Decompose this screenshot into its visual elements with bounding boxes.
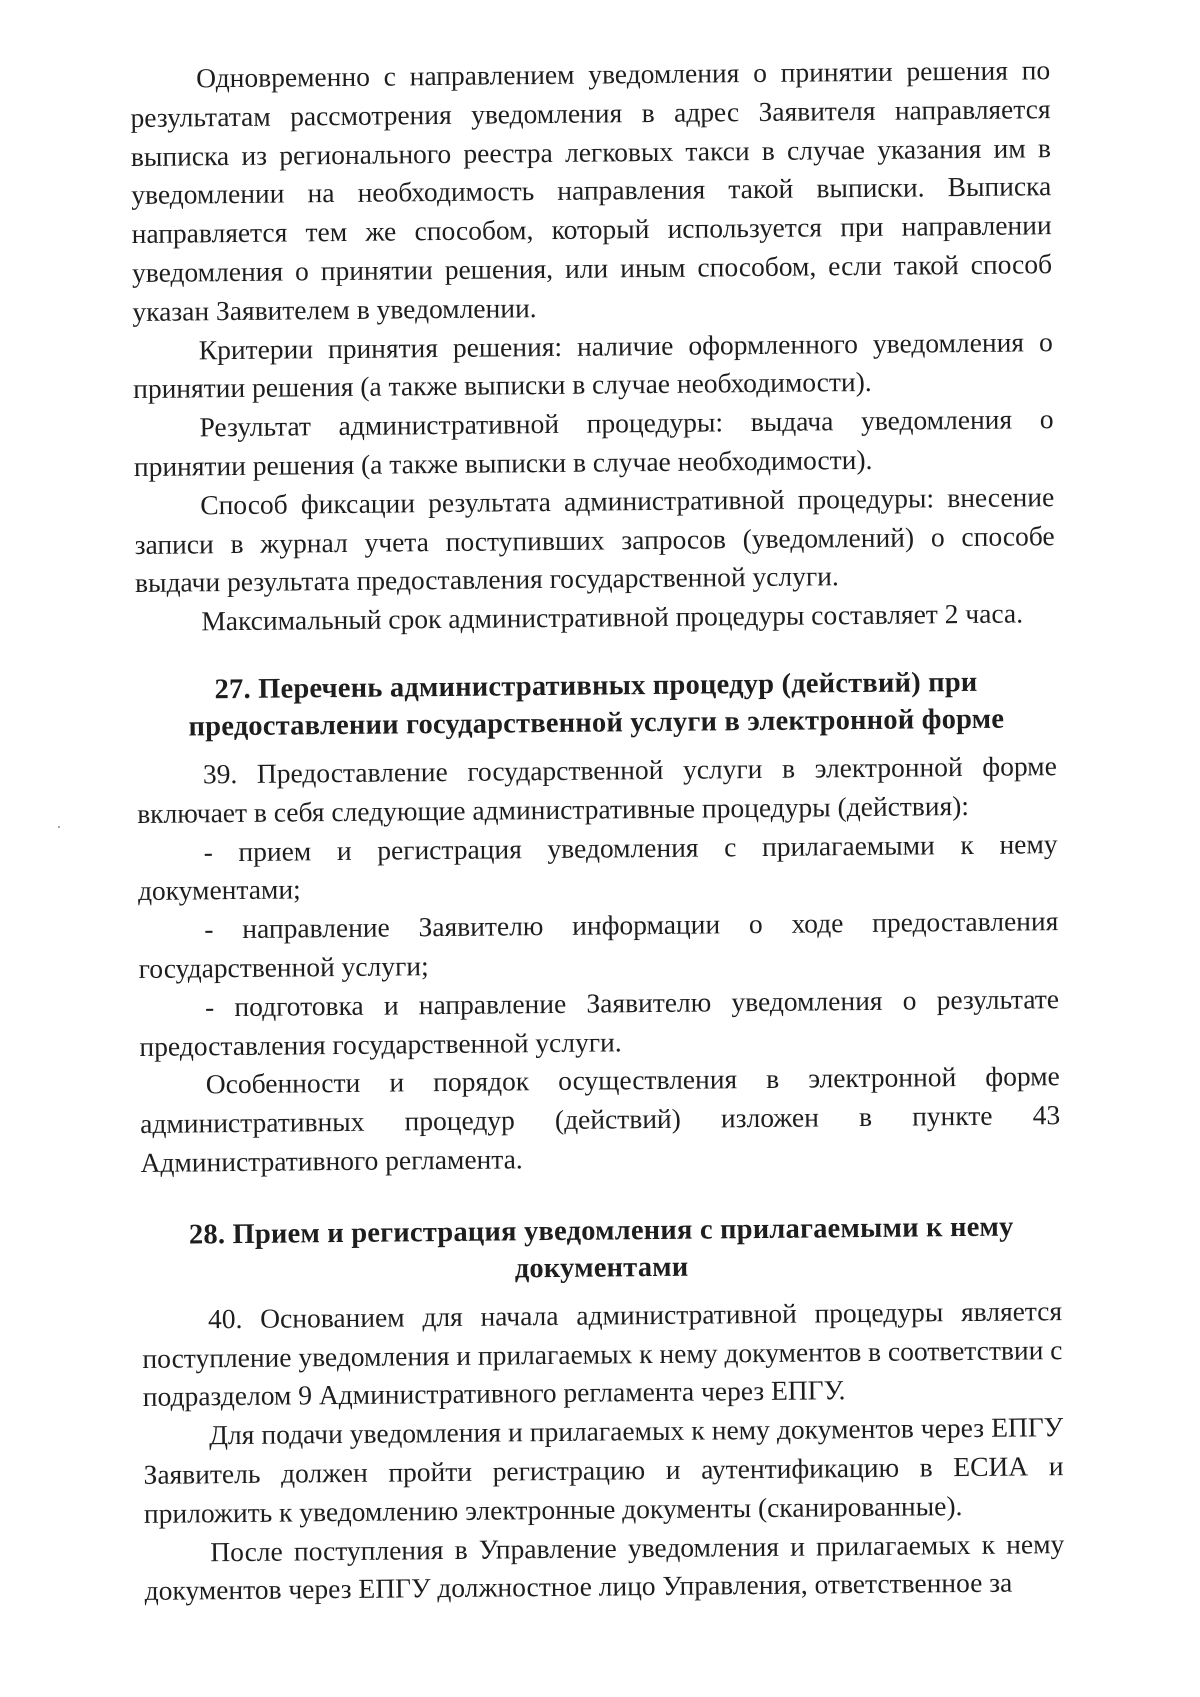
section-28: [141, 1208, 1065, 1611]
list-item-result-notification: - подготовка и направление Заявителю уведомления о результате предоставления государственной услуги.: [139, 982, 1060, 1062]
section-27-title-line2: предоставлении государственной услуги в электронной форме: [188, 703, 1005, 743]
document-page: [130, 51, 1065, 1660]
paragraph-40: 40. Основанием для начала административной процедуры является поступление уведомления и прилагаемых к нему документов в соответствии с подразделом 9 Административного регламента через ЕПГУ.: [142, 1294, 1063, 1413]
paragraph-procedure-result: Результат административной процедуры: выдача уведомления о принятии решения (а также выписки в случае необходимости).: [133, 403, 1054, 482]
section-28-title-line2: документами: [514, 1251, 689, 1285]
scan-speck: [58, 826, 60, 828]
list-item-receipt-registration: - прием и регистрация уведомления с прилагаемыми к нему документами;: [137, 827, 1058, 907]
section-result-issuance: [130, 51, 1056, 642]
paragraph-submission-requirements: Для подачи уведомления и прилагаемых к нему документов через ЕПГУ Заявитель должен пройти регистрацию и аутентификацию в ЕСИА и приложить к уведомлению электронные документы (сканированные).: [143, 1411, 1064, 1529]
section-27-title-line1: 27. Перечень административных процедур (действий) при: [214, 666, 978, 706]
paragraph-max-duration: Максимальный срок административной процедуры составляет 2 часа.: [201, 597, 1024, 637]
paragraph-extract-sending: Одновременно с направлением уведомления о принятии решения по результатам рассмотрения уведомления в адрес Заявителя направляется выписка из регионального реестра легковых такси в случае указания им в уведомлении на необходимость направления такой выписки. Выписка направляется тем же способом, который используется при направлении уведомления о принятии решения, или иным способом, если такой способ указан Заявителем в уведомлении.: [130, 54, 1053, 327]
paragraph-result-recording: Способ фиксации результата административной процедуры: внесение записи в журнал учета поступивших запросов (уведомлений) о способе выдачи результата предоставления государственной услуги.: [134, 480, 1055, 599]
section-28-title-line1: 28. Прием и регистрация уведомления с прилагаемыми к нему: [188, 1211, 1014, 1251]
list-item-progress-info: - направление Заявителю информации о ходе предоставления государственной услуги;: [138, 905, 1059, 984]
paragraph-decision-criteria: Критерии принятия решения: наличие оформленного уведомления о принятии решения (а также выписки в случае необходимости).: [133, 325, 1053, 405]
section-27: [136, 663, 1061, 1183]
paragraph-39: 39. Предоставление государственной услуги в электронной форме включает в себя следующие административные процедуры (действия):: [137, 750, 1057, 829]
paragraph-electronic-features: Особенности и порядок осуществления в электронной форме административных процедур (действий) изложен в пункте 43 Административного регламента.: [140, 1060, 1061, 1178]
paragraph-after-receipt: После поступления в Управление уведомления и прилагаемых к нему документов через ЕПГУ должностное лицо Управления, ответственное за: [144, 1527, 1065, 1607]
